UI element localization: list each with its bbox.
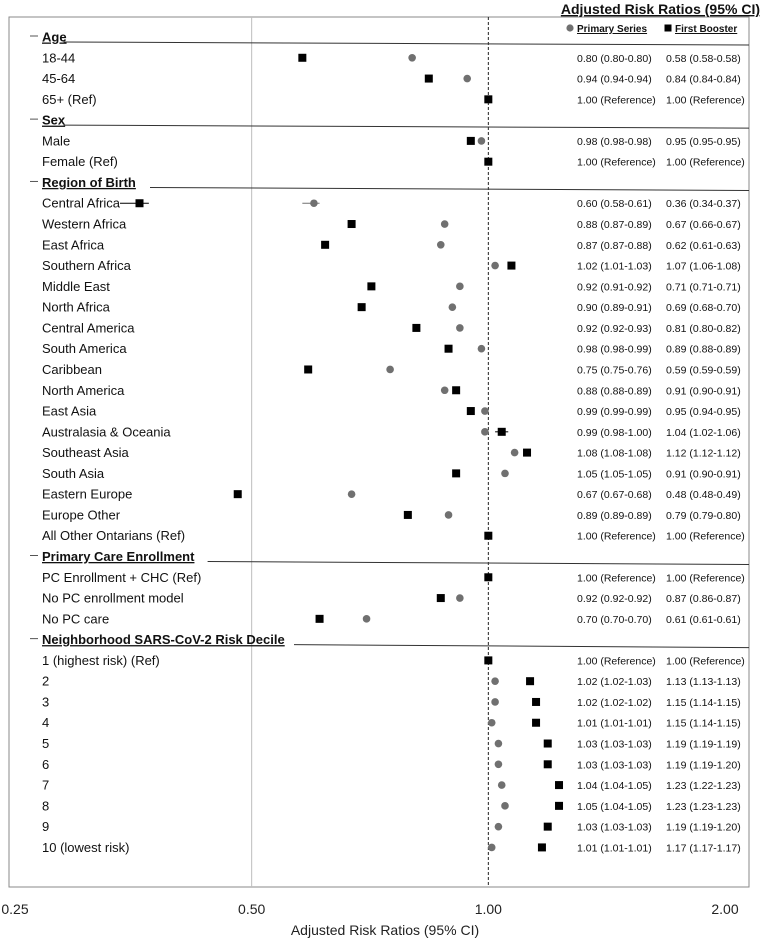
- booster-ci-text: 0.84 (0.84-0.84): [666, 73, 741, 86]
- booster-ci-text: 0.89 (0.88-0.89): [666, 343, 741, 356]
- first-booster-point: [404, 511, 412, 519]
- section-header: Neighborhood SARS-CoV-2 Risk Decile: [42, 632, 285, 648]
- primary-series-point: [491, 262, 499, 270]
- first-booster-point: [544, 740, 552, 748]
- primary-ci-text: 0.94 (0.94-0.94): [577, 73, 652, 86]
- primary-series-point: [501, 802, 509, 810]
- booster-ci-text: 0.48 (0.48-0.49): [666, 489, 741, 502]
- primary-series-point: [495, 823, 503, 831]
- first-booster-point: [445, 345, 453, 353]
- primary-ci-text: 1.01 (1.01-1.01): [577, 842, 652, 855]
- booster-ci-text: 0.91 (0.90-0.91): [666, 468, 741, 481]
- primary-series-point: [445, 511, 453, 519]
- booster-ci-text: 1.12 (1.12-1.12): [666, 447, 741, 460]
- first-booster-point: [437, 594, 445, 602]
- booster-ci-text: 0.79 (0.79-0.80): [666, 509, 741, 522]
- row-label: Southeast Asia: [42, 445, 129, 461]
- first-booster-point: [526, 677, 534, 685]
- primary-ci-text: 0.89 (0.89-0.89): [577, 509, 652, 522]
- primary-ci-text: 1.02 (1.02-1.02): [577, 696, 652, 709]
- primary-ci-text: 1.00 (Reference): [577, 530, 656, 543]
- primary-ci-text: 1.00 (Reference): [577, 156, 656, 169]
- primary-ci-text: 0.90 (0.89-0.91): [577, 302, 652, 315]
- booster-ci-text: 0.62 (0.61-0.63): [666, 239, 741, 252]
- row-label: 8: [42, 798, 50, 814]
- primary-series-point: [478, 345, 486, 353]
- primary-series-point: [481, 407, 489, 415]
- legend-booster-label: First Booster: [675, 24, 738, 35]
- first-booster-point: [452, 469, 460, 477]
- primary-series-point: [488, 844, 496, 852]
- booster-ci-text: 0.87 (0.86-0.87): [666, 593, 741, 606]
- primary-series-point: [386, 366, 394, 374]
- first-booster-point: [484, 532, 492, 540]
- row-label: Middle East: [42, 278, 110, 294]
- first-booster-point: [234, 490, 242, 498]
- booster-ci-text: 0.91 (0.90-0.91): [666, 385, 741, 398]
- section-header: Sex: [42, 112, 66, 128]
- primary-ci-text: 1.03 (1.03-1.03): [577, 759, 652, 772]
- booster-ci-text: 0.61 (0.61-0.61): [666, 613, 741, 626]
- booster-ci-text: 0.71 (0.71-0.71): [666, 281, 741, 294]
- row-label: PC Enrollment + CHC (Ref): [42, 569, 202, 585]
- primary-series-point: [478, 137, 486, 145]
- booster-ci-text: 1.19 (1.19-1.20): [666, 821, 741, 834]
- row-label: East Africa: [42, 237, 105, 253]
- first-booster-point: [298, 54, 306, 62]
- first-booster-point: [538, 843, 546, 851]
- primary-ci-text: 0.92 (0.91-0.92): [577, 281, 652, 294]
- primary-series-point: [456, 283, 464, 291]
- primary-ci-text: 0.70 (0.70-0.70): [577, 613, 652, 626]
- primary-ci-text: 0.98 (0.98-0.99): [577, 343, 652, 356]
- x-tick-label-2.00: 2.00: [711, 901, 739, 917]
- primary-series-point: [456, 594, 464, 602]
- row-label: 45-64: [42, 71, 76, 87]
- booster-ci-text: 0.95 (0.95-0.95): [666, 135, 741, 148]
- first-booster-point: [136, 199, 144, 207]
- row-label: Eastern Europe: [42, 486, 133, 502]
- primary-ci-text: 1.00 (Reference): [577, 94, 656, 107]
- primary-series-point: [511, 449, 519, 457]
- first-booster-point: [498, 428, 506, 436]
- first-booster-point: [304, 365, 312, 373]
- primary-ci-text: 1.04 (1.04-1.05): [577, 780, 652, 793]
- section-divider: [64, 42, 749, 45]
- row-label: Central America: [42, 320, 135, 336]
- first-booster-point: [316, 615, 324, 623]
- primary-series-point: [501, 470, 509, 478]
- primary-series-point: [348, 490, 356, 498]
- primary-ci-text: 0.99 (0.98-1.00): [577, 426, 652, 439]
- primary-series-point: [495, 761, 503, 769]
- first-booster-point: [412, 324, 420, 332]
- primary-ci-text: 0.87 (0.87-0.88): [577, 239, 652, 252]
- primary-series-point: [488, 719, 496, 727]
- primary-series-point: [441, 386, 449, 394]
- primary-series-point: [495, 740, 503, 748]
- primary-ci-text: 1.01 (1.01-1.01): [577, 717, 652, 730]
- booster-ci-text: 0.67 (0.66-0.67): [666, 219, 741, 232]
- booster-ci-text: 0.81 (0.80-0.82): [666, 322, 741, 335]
- row-label: Male: [42, 133, 71, 149]
- booster-ci-text: 1.19 (1.19-1.19): [666, 738, 741, 751]
- primary-series-point: [363, 615, 371, 623]
- primary-series-point: [441, 220, 449, 228]
- section-header: Region of Birth: [42, 174, 136, 190]
- row-label: Female (Ref): [42, 154, 118, 170]
- primary-ci-text: 1.05 (1.05-1.05): [577, 468, 652, 481]
- booster-ci-text: 1.19 (1.19-1.20): [666, 759, 741, 772]
- primary-series-point: [449, 303, 457, 311]
- booster-ci-text: 1.17 (1.17-1.17): [666, 842, 741, 855]
- primary-ci-text: 0.98 (0.98-0.98): [577, 135, 652, 148]
- first-booster-point: [555, 802, 563, 810]
- x-axis-label: Adjusted Risk Ratios (95% CI): [290, 922, 480, 938]
- section-divider: [208, 562, 749, 565]
- row-label: North Africa: [42, 299, 110, 315]
- first-booster-point: [507, 262, 515, 270]
- first-booster-point: [425, 75, 433, 83]
- booster-ci-text: 0.36 (0.34-0.37): [666, 198, 741, 211]
- row-label: 9: [42, 819, 50, 835]
- first-booster-point: [484, 158, 492, 166]
- x-tick-label-0.25: 0.25: [1, 901, 29, 917]
- booster-ci-text: 0.95 (0.94-0.95): [666, 406, 741, 419]
- primary-series-point: [437, 241, 445, 249]
- primary-ci-text: 1.08 (1.08-1.08): [577, 447, 652, 460]
- primary-ci-text: 1.03 (1.03-1.03): [577, 821, 652, 834]
- section-divider: [150, 187, 749, 190]
- booster-ci-text: 1.15 (1.14-1.15): [666, 696, 741, 709]
- first-booster-point: [532, 698, 540, 706]
- legend-primary-label: Primary Series: [577, 24, 648, 35]
- row-label: 10 (lowest risk): [42, 839, 130, 855]
- row-label: All Other Ontarians (Ref): [42, 528, 186, 544]
- booster-ci-text: 0.58 (0.58-0.58): [666, 52, 741, 65]
- row-label: South Asia: [42, 465, 105, 481]
- booster-ci-text: 1.00 (Reference): [666, 156, 745, 169]
- row-label: 4: [42, 715, 50, 731]
- row-label: Southern Africa: [42, 258, 131, 274]
- legend: [566, 24, 737, 35]
- booster-ci-text: 1.00 (Reference): [666, 530, 745, 543]
- booster-ci-text: 1.13 (1.13-1.13): [666, 676, 741, 689]
- first-booster-point: [358, 303, 366, 311]
- row-label: Western Africa: [42, 216, 127, 232]
- primary-ci-text: 0.92 (0.92-0.93): [577, 322, 652, 335]
- primary-ci-text: 0.67 (0.67-0.68): [577, 489, 652, 502]
- row-label: Central Africa: [42, 195, 121, 211]
- legend-primary-marker: [566, 24, 573, 31]
- section-header: Primary Care Enrollment: [42, 549, 195, 564]
- primary-ci-text: 1.05 (1.04-1.05): [577, 800, 652, 813]
- row-label: 18-44: [42, 50, 76, 66]
- section-header: Age: [42, 29, 67, 45]
- row-label: No PC care: [42, 611, 110, 627]
- primary-ci-text: 0.88 (0.88-0.89): [577, 385, 652, 398]
- first-booster-point: [555, 781, 563, 789]
- primary-series-point: [456, 324, 464, 332]
- primary-ci-text: 0.75 (0.75-0.76): [577, 364, 652, 377]
- primary-series-point: [498, 781, 506, 789]
- booster-ci-text: 1.15 (1.14-1.15): [666, 717, 741, 730]
- primary-series-point: [491, 698, 499, 706]
- primary-series-point: [463, 75, 471, 83]
- row-label: 1 (highest risk) (Ref): [42, 652, 160, 668]
- booster-ci-text: 1.23 (1.22-1.23): [666, 780, 741, 793]
- booster-ci-text: 1.23 (1.23-1.23): [666, 800, 741, 813]
- primary-series-point: [408, 54, 416, 62]
- booster-ci-text: 1.04 (1.02-1.06): [666, 426, 741, 439]
- section-divider: [64, 125, 749, 128]
- primary-ci-text: 0.60 (0.58-0.61): [577, 198, 652, 211]
- primary-series-point: [481, 428, 489, 436]
- primary-ci-text: 1.00 (Reference): [577, 572, 656, 585]
- first-booster-point: [367, 282, 375, 290]
- primary-ci-text: 1.02 (1.02-1.03): [577, 676, 652, 689]
- primary-ci-text: 0.88 (0.87-0.89): [577, 219, 652, 232]
- row-label: 6: [42, 756, 50, 772]
- row-label: 5: [42, 736, 50, 752]
- first-booster-point: [452, 386, 460, 394]
- first-booster-point: [544, 823, 552, 831]
- row-label: Europe Other: [42, 507, 121, 523]
- first-booster-point: [321, 241, 329, 249]
- primary-ci-text: 1.02 (1.01-1.03): [577, 260, 652, 273]
- first-booster-point: [484, 95, 492, 103]
- row-label: 65+ (Ref): [42, 91, 97, 107]
- row-label: No PC enrollment model: [42, 590, 184, 606]
- first-booster-point: [544, 760, 552, 768]
- row-label: 3: [42, 694, 50, 710]
- booster-ci-text: 0.69 (0.68-0.70): [666, 302, 741, 315]
- chart-title: Adjusted Risk Ratios (95% CI): [560, 1, 760, 17]
- primary-series-point: [491, 677, 499, 685]
- booster-ci-text: 1.07 (1.06-1.08): [666, 260, 741, 273]
- row-label: South America: [42, 341, 127, 357]
- primary-ci-text: 1.03 (1.03-1.03): [577, 738, 652, 751]
- booster-ci-text: 1.00 (Reference): [666, 94, 745, 107]
- first-booster-point: [523, 449, 531, 457]
- primary-ci-text: 0.99 (0.99-0.99): [577, 406, 652, 419]
- row-label: East Asia: [42, 403, 97, 419]
- booster-ci-text: 1.00 (Reference): [666, 655, 745, 668]
- first-booster-point: [532, 719, 540, 727]
- primary-ci-text: 0.80 (0.80-0.80): [577, 52, 652, 65]
- booster-ci-text: 1.00 (Reference): [666, 572, 745, 585]
- legend-booster-marker: [665, 25, 672, 32]
- x-tick-label-0.50: 0.50: [238, 901, 266, 917]
- row-label: 7: [42, 777, 50, 793]
- first-booster-point: [484, 656, 492, 664]
- primary-ci-text: 1.00 (Reference): [577, 655, 656, 668]
- row-label: 2: [42, 673, 50, 689]
- section-divider: [294, 645, 749, 648]
- row-label: North America: [42, 382, 125, 398]
- x-tick-label-1.00: 1.00: [474, 901, 502, 917]
- row-label: Australasia & Oceania: [42, 424, 171, 440]
- primary-ci-text: 0.92 (0.92-0.92): [577, 593, 652, 606]
- primary-series-point: [310, 199, 318, 207]
- first-booster-point: [467, 137, 475, 145]
- row-label: Caribbean: [42, 361, 102, 377]
- first-booster-point: [348, 220, 356, 228]
- first-booster-point: [467, 407, 475, 415]
- booster-ci-text: 0.59 (0.59-0.59): [666, 364, 741, 377]
- first-booster-point: [484, 573, 492, 581]
